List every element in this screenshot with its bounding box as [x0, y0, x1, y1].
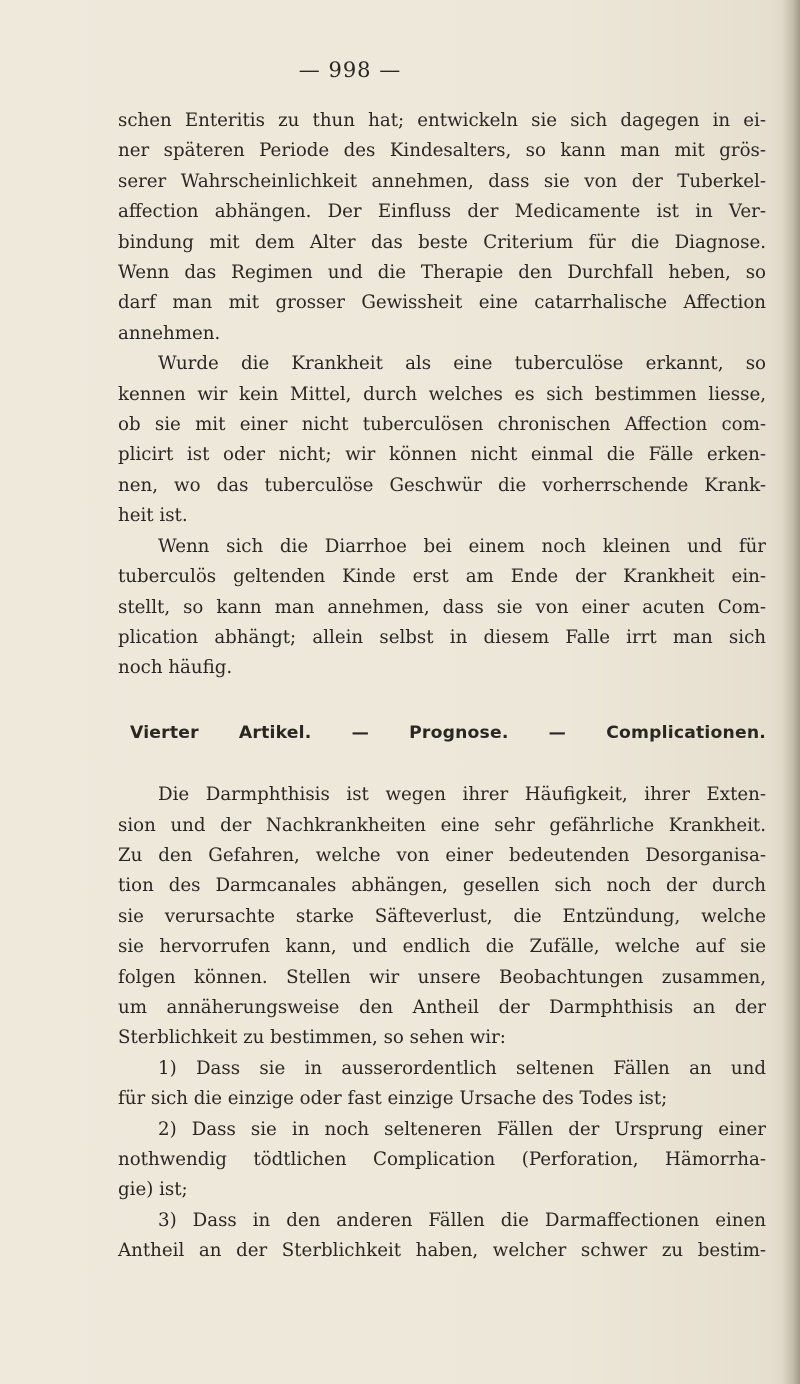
text-line: kennen wir kein Mittel, durch welches es sich bestimmen liesse,	[118, 383, 766, 405]
text-line: 1) Dass sie in ausserordentlich seltenen Fällen an und	[158, 1057, 766, 1079]
text-line: plicirt ist oder nicht; wir können nicht einmal die Fälle erken-	[118, 444, 766, 466]
text-line: annehmen.	[118, 322, 221, 344]
text-line: gie) ist;	[118, 1179, 188, 1201]
text-line: affection abhängen. Der Einfluss der Medicamente ist in Ver-	[118, 201, 766, 223]
text-line: darf man mit grosser Gewissheit eine catarrhalische Affection	[118, 292, 766, 314]
text-line: sie verursachte starke Säfteverlust, die Entzündung, welche	[118, 905, 766, 927]
paragraph	[118, 106, 766, 349]
text-line: tuberculös geltenden Kinde erst am Ende der Krankheit ein-	[118, 566, 766, 588]
text-line: für sich die einzige oder fast einzige Ursache des Todes ist;	[118, 1088, 668, 1110]
text-line: 2) Dass sie in noch selteneren Fällen der Ursprung einer	[158, 1118, 766, 1140]
paragraph	[118, 532, 766, 684]
list-item	[118, 1115, 766, 1206]
section-heading: Vierter Artikel. — Prognose. — Complicationen.	[130, 722, 766, 743]
paragraph	[118, 780, 766, 1054]
text-line: Wurde die Krankheit als eine tuberculöse erkannt, so	[158, 353, 766, 375]
text-line: Wenn sich die Diarrhoe bei einem noch kleinen und für	[158, 535, 766, 557]
text-line: sion und der Nachkrankheiten eine sehr gefährliche Krankheit.	[118, 814, 766, 836]
text-line: Zu den Gefahren, welche von einer bedeutenden Desorganisa-	[118, 844, 766, 866]
text-line: nothwendig tödtlichen Complication (Perforation, Hämorrha-	[118, 1149, 766, 1170]
text-line: schen Enteritis zu thun hat; entwickeln sie sich dagegen in ei-	[118, 110, 766, 131]
text-line: noch häufig.	[118, 657, 233, 679]
list-item	[118, 1206, 766, 1267]
text-line: tion des Darmcanales abhängen, gesellen sich noch der durch	[118, 875, 766, 897]
body-text	[118, 106, 766, 1267]
page-edge-shadow	[782, 0, 800, 1384]
text-line: um annäherungsweise den Antheil der Darmphthisis an der	[118, 996, 766, 1018]
text-line: serer Wahrscheinlichkeit annehmen, dass sie von der Tuberkel-	[118, 170, 766, 192]
text-line: nen, wo das tuberculöse Geschwür die vorherrschende Krank-	[118, 474, 766, 496]
text-line: 3) Dass in den anderen Fällen die Darmaffectionen einen	[158, 1209, 766, 1231]
text-line: heit ist.	[118, 505, 188, 527]
text-line: Wenn das Regimen und die Therapie den Durchfall heben, so	[118, 262, 766, 284]
page-number: — 998 —	[298, 58, 402, 82]
text-line: Sterblichkeit zu bestimmen, so sehen wir:	[118, 1027, 506, 1049]
text-line: plication abhängt; allein selbst in diesem Falle irrt man sich	[118, 626, 766, 648]
list-item	[118, 1054, 766, 1115]
text-line: Antheil an der Sterblichkeit haben, welcher schwer zu bestim-	[118, 1240, 766, 1262]
text-line: ob sie mit einer nicht tuberculösen chronischen Affection com-	[118, 414, 766, 436]
text-line: bindung mit dem Alter das beste Criterium für die Diagnose.	[118, 231, 766, 253]
text-line: Die Darmphthisis ist wegen ihrer Häufigkeit, ihrer Exten-	[158, 784, 766, 806]
paragraph	[118, 349, 766, 531]
text-line: sie hervorrufen kann, und endlich die Zufälle, welche auf sie	[118, 936, 766, 958]
text-line: folgen können. Stellen wir unsere Beobachtungen zusammen,	[118, 966, 766, 988]
text-line: stellt, so kann man annehmen, dass sie von einer acuten Com-	[118, 596, 766, 618]
text-line: ner späteren Periode des Kindesalters, so kann man mit grös-	[118, 140, 766, 162]
